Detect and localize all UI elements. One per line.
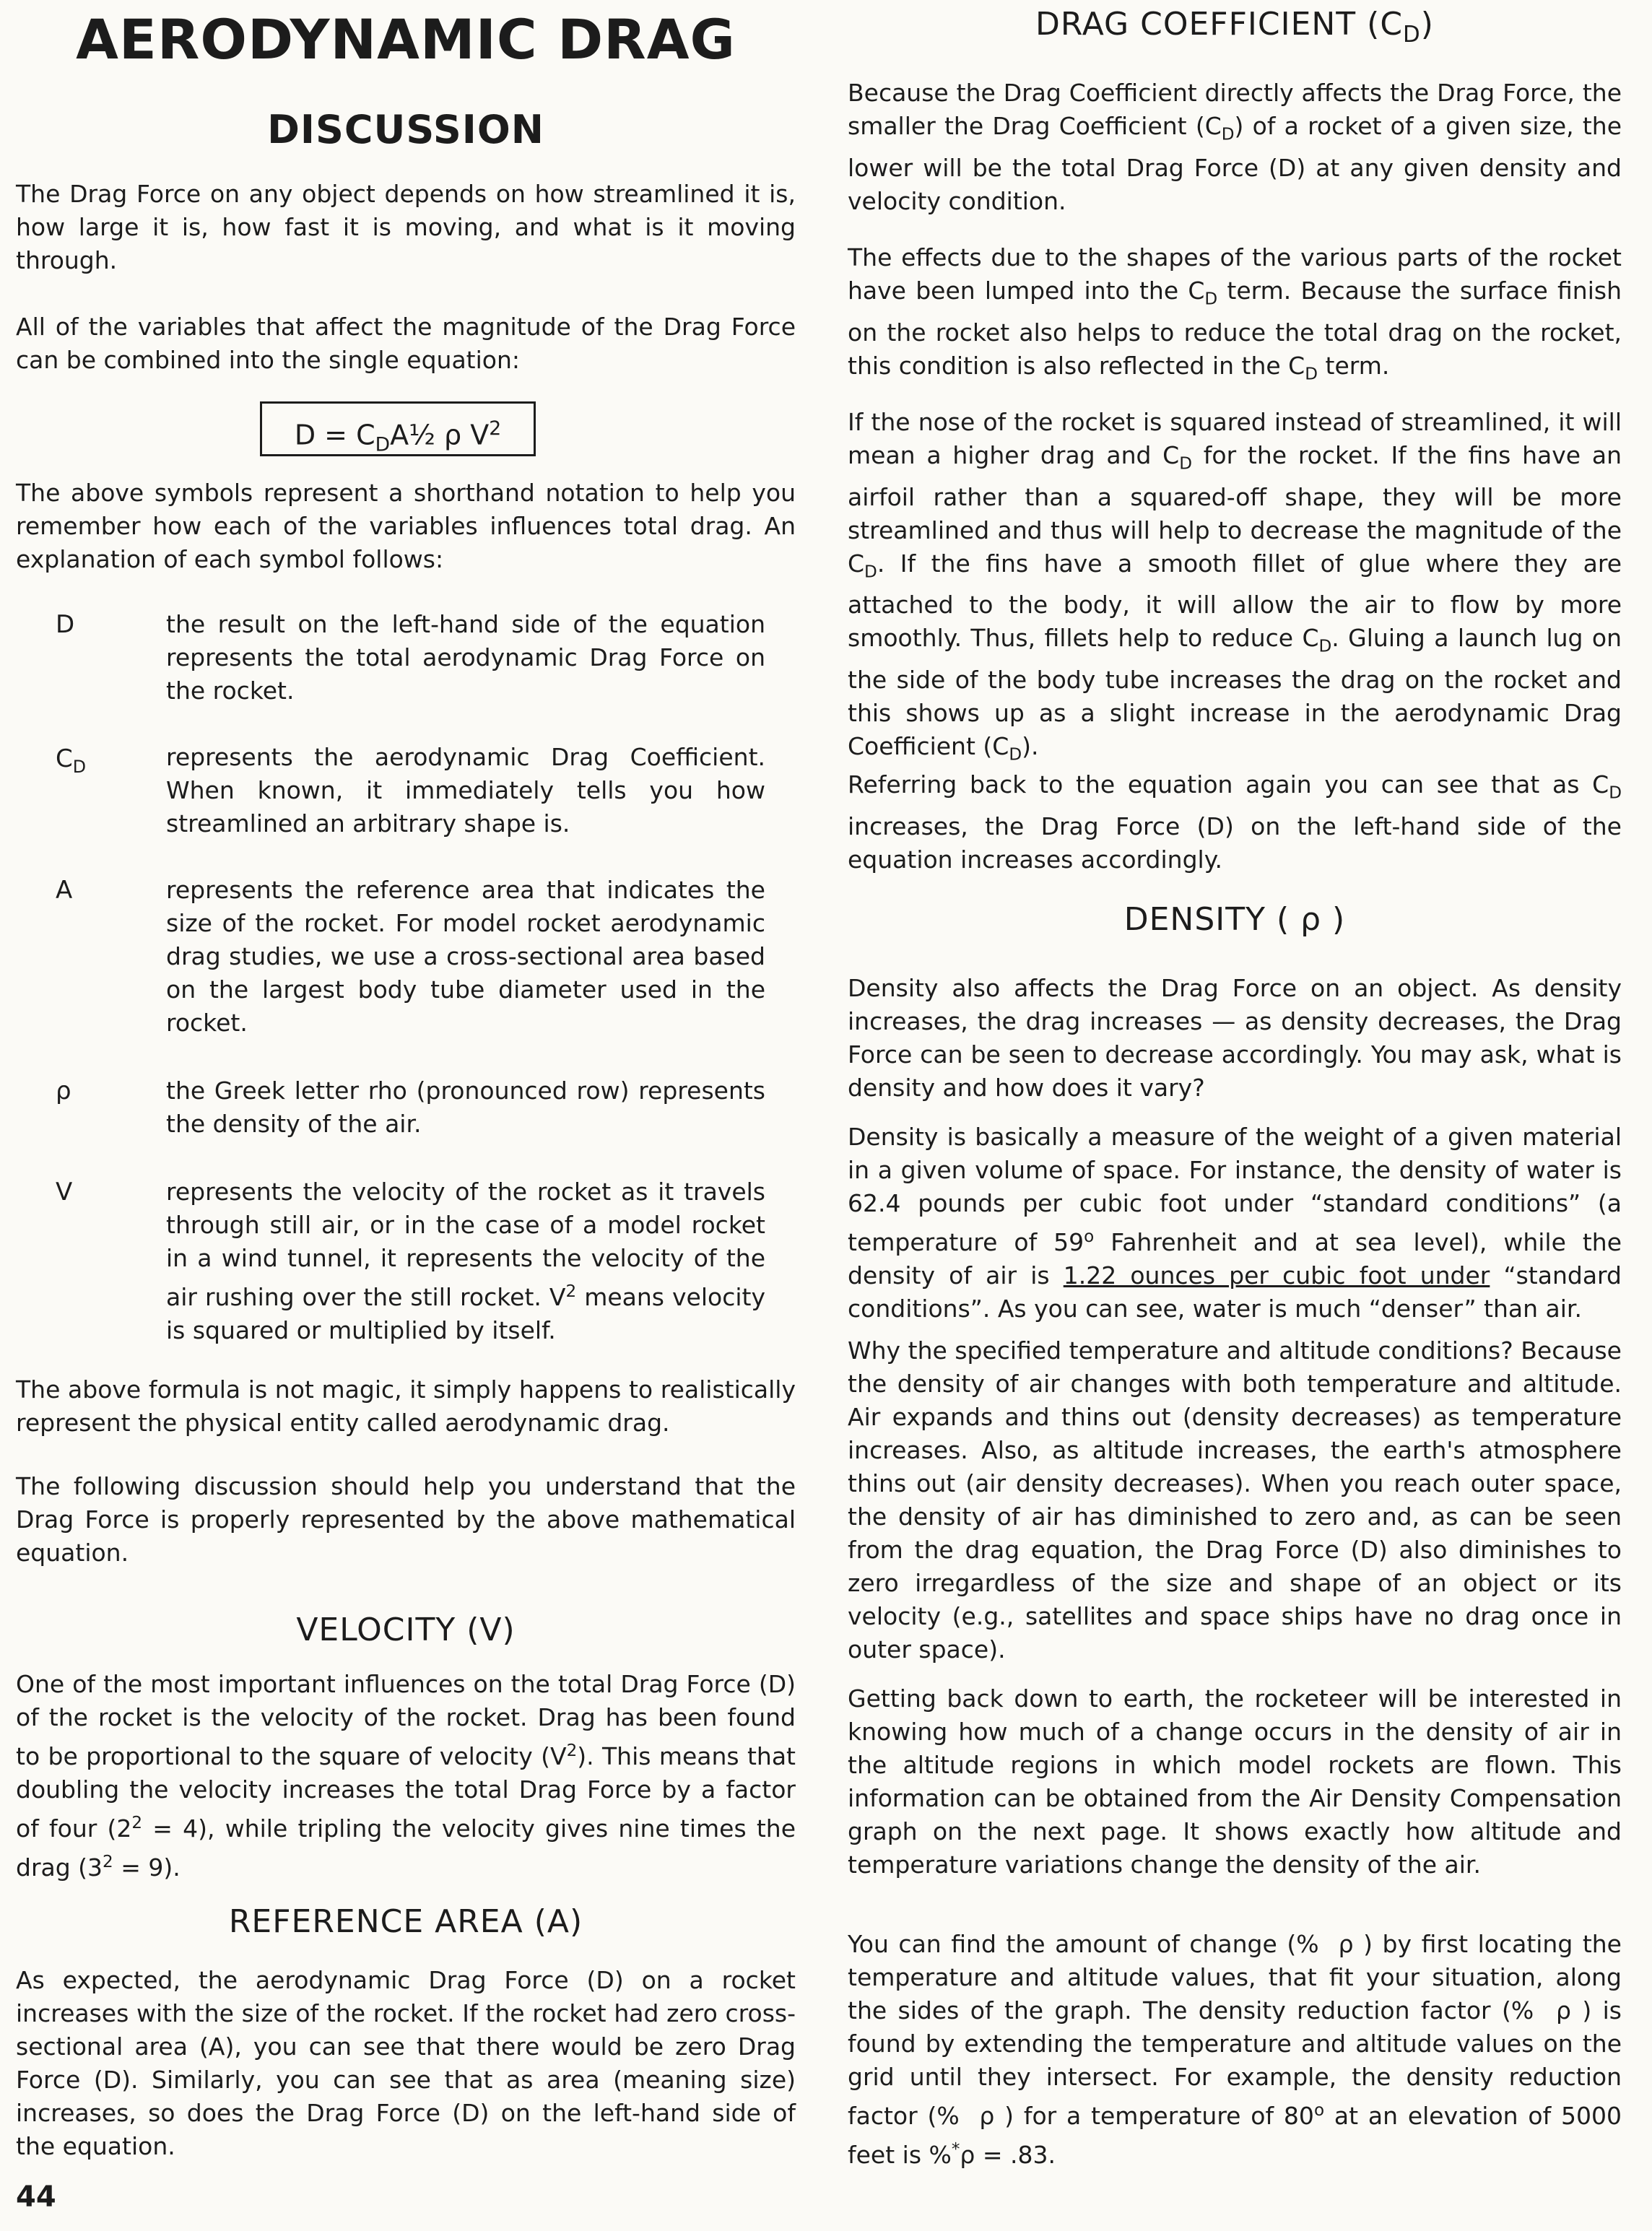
density-paragraph-5: You can find the amount of change (% ρ ) by first locating the temperature and altitude values, that fit your situation, along the sides of the graph. The density reduction factor (% ρ ) is found by extending the temperature and altitude values on the grid until they intersect. For example, the density reduction factor (% ρ ) for a temperature of 80$^o$ at an elevation of 5000 feet is %*ρ = .83.: [848, 1930, 1622, 2169]
symbol-a: A: [56, 876, 73, 905]
discussion-heading: DISCUSSION: [267, 107, 544, 152]
definition-rho: the Greek letter rho (pronounced row) represents the density of the air.: [166, 1077, 765, 1138]
discussion-paragraph-3: The above symbols represent a shorthand notation to help you remember how each of the variables influences total drag. An explanation of each symbol follows:: [16, 479, 796, 573]
symbol-d: D: [56, 610, 75, 639]
symbol-v: V: [56, 1178, 73, 1206]
drag-equation: $D = C_DA\frac{1}{2}$ ρ $V^2$: [260, 401, 536, 456]
definition-a: represents the reference area that indicates the size of the rocket. For model rocket aerodynamic drag studies, we use a cross-sectional area based on the largest body tube diameter used in the rocket.: [166, 876, 765, 1037]
definition-d: the result on the left-hand side of the equation represents the total aerodynamic Drag Force on the rocket.: [166, 610, 765, 705]
reference-area-paragraph: As expected, the aerodynamic Drag Force (D) on a rocket increases with the size of the rocket. If the rocket had zero cross-sectional area (A), you can see that there would be zero Drag Force (D). Similarly, you can see that as area (meaning size) increases, so does the Drag Force (D) on the left-hand side of the equation.: [16, 1966, 796, 2160]
definition-cd: represents the aerodynamic Drag Coefficient. When known, it immediately tells you how streamlined an arbitrary shape is.: [166, 743, 765, 838]
density-paragraph-2: Density is basically a measure of the weight of a given material in a given volume of space. For instance, the density of water is 62.4 pounds per cubic foot under “standard conditions” (a temperature of 59$^o$ Fahrenheit and at sea level), while the density of air is 1.22 ounces per cubic foot under “standard conditions”. As you can see, water is much “denser” than air.: [848, 1123, 1622, 1323]
density-paragraph-1: Density also affects the Drag Force on an object. As density increases, the drag increases — as density decreases, the Drag Force can be seen to decrease accordingly. You may ask, what is density and how does it vary?: [848, 974, 1622, 1102]
cd-paragraph-2: The effects due to the shapes of the various parts of the rocket have been lumped into the $C_D$ term. Because the surface finish on the rocket also helps to reduce the total drag on the rocket, this condition is also reflected in the $C_D$ term.: [848, 243, 1622, 384]
velocity-paragraph: One of the most important influences on the total Drag Force (D) of the rocket is the velocity of the rocket. Drag has been found to be proportional to the square of velocity $(V^2)$. This means that doubling the velocity increases the total Drag Force by a factor of four $(2^2 = 4)$, while tripling the velocity gives nine times the drag $(3^2 = 9)$.: [16, 1670, 796, 1882]
definition-v: represents the velocity of the rocket as it travels through still air, or in the case of a model rocket in a wind tunnel, it represents the velocity of the air rushing over the still rocket. $V^2$ means velocity is squared or multiplied by itself.: [166, 1178, 765, 1344]
page-title: AERODYNAMIC DRAG: [76, 7, 736, 71]
reference-area-heading: REFERENCE AREA (A): [228, 1903, 583, 1940]
cd-paragraph-4: Referring back to the equation again you can see that as $C_D$ increases, the Drag Force (D) on the left-hand side of the equation increases accordingly.: [848, 770, 1622, 874]
discussion-paragraph-1: The Drag Force on any object depends on how streamlined it is, how large it is, how fast it is moving, and what is it moving through.: [16, 180, 796, 274]
cd-paragraph-1: Because the Drag Coefficient directly affects the Drag Force, the smaller the Drag Coefficient $(C_D)$ of a rocket of a given size, the lower will be the total Drag Force (D) at any given density and velocity condition.: [848, 79, 1622, 215]
page-number: 44: [16, 2180, 56, 2214]
density-heading: DENSITY ( ρ ): [1123, 901, 1346, 938]
density-paragraph-4: Getting back down to earth, the rocketeer will be interested in knowing how much of a change occurs in the density of air in the altitude regions in which model rockets are flown. This information can be obtained from the Air Density Compensation graph on the next page. It shows exactly how altitude and temperature variations change the density of the air.: [848, 1684, 1622, 1879]
discussion-paragraph-4: The above formula is not magic, it simply happens to realistically represent the physical entity called aerodynamic drag.: [16, 1375, 796, 1437]
discussion-paragraph-2: All of the variables that affect the magnitude of the Drag Force can be combined into the single equation:: [16, 313, 796, 374]
cd-paragraph-3: If the nose of the rocket is squared instead of streamlined, it will mean a higher drag and $C_D$ for the rocket. If the fins have an airfoil rather than a squared-off shape, they will be more streamlined and thus will help to decrease the magnitude of the $C_D$. If the fins have a smooth fillet of glue where they are attached to the body, it will allow the air to flow by more smoothly. Thus, fillets help to reduce $C_D$. Gluing a launch lug on the side of the body tube increases the drag on the rocket and this shows up as a slight increase in the aerodynamic Drag Coefficient $(C_D)$.: [848, 408, 1622, 765]
velocity-heading: VELOCITY (V): [296, 1612, 516, 1648]
symbol-rho: ρ: [56, 1077, 71, 1105]
drag-coefficient-heading: DRAG COEFFICIENT $(C_D)$: [1035, 6, 1434, 48]
density-paragraph-3: Why the specified temperature and altitude conditions? Because the density of air changes with both temperature and altitude. Air expands and thins out (density decreases) as temperature increases. Also, as altitude increases, the earth's atmosphere thins out (air density decreases). When you reach outer space, the density of air has diminished to zero and, as can be seen from the drag equation, the Drag Force (D) also diminishes to zero irregardless of the size and shape of an object or its velocity (e.g., satellites and space ships have no drag once in outer space).: [848, 1336, 1622, 1664]
discussion-paragraph-5: The following discussion should help you understand that the Drag Force is properly represented by the above mathematical equation.: [16, 1472, 796, 1567]
symbol-cd: $C_D$: [56, 744, 87, 777]
